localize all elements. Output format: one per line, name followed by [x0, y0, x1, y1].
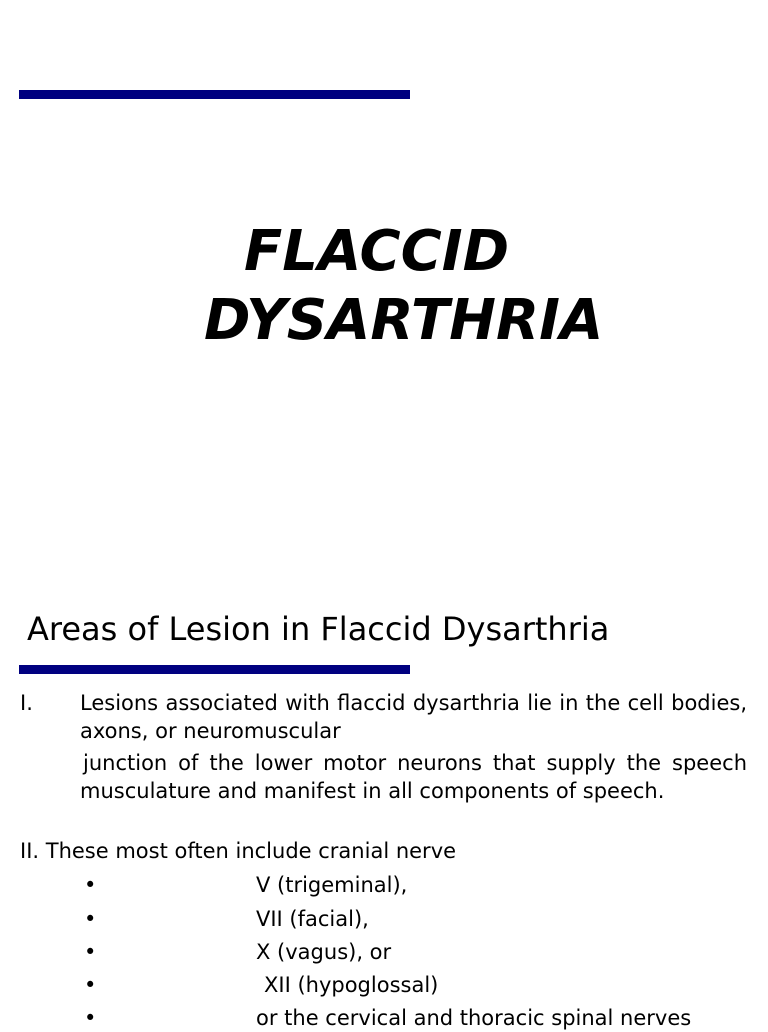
bullet-marker: •: [84, 1006, 97, 1030]
bullet-item-vagus: X (vagus), or: [256, 940, 392, 964]
bullet-marker: •: [84, 907, 97, 931]
slide-title-line-2: DYSARTHRIA: [204, 288, 604, 353]
heading-divider-rule: [19, 665, 410, 674]
slide-title-line-1: FLACCID: [244, 219, 510, 284]
top-divider-rule: [19, 90, 410, 99]
section-heading: Areas of Lesion in Flaccid Dysarthria: [27, 610, 610, 648]
bullet-item-hypoglossal: XII (hypoglossal): [264, 973, 439, 997]
bullet-item-spinal-nerves: or the cervical and thoracic spinal nerves: [256, 1006, 692, 1030]
item-2-text: II. These most often include cranial nerve: [20, 839, 457, 863]
item-1-numeral: I.: [20, 691, 33, 715]
bullet-item-trigeminal: V (trigeminal),: [256, 873, 408, 897]
item-1-text-part-2: junction of the lower motor neurons that supply the speech musculature and manifest in all components of speech.: [80, 751, 747, 803]
bullet-marker: •: [84, 973, 97, 997]
bullet-marker: •: [84, 940, 97, 964]
bullet-item-facial: VII (facial),: [256, 907, 369, 931]
item-1-text-part-1: Lesions associated with flaccid dysarthria lie in the cell bodies, axons, or neuromuscular: [80, 691, 747, 743]
bullet-marker: •: [84, 873, 97, 897]
